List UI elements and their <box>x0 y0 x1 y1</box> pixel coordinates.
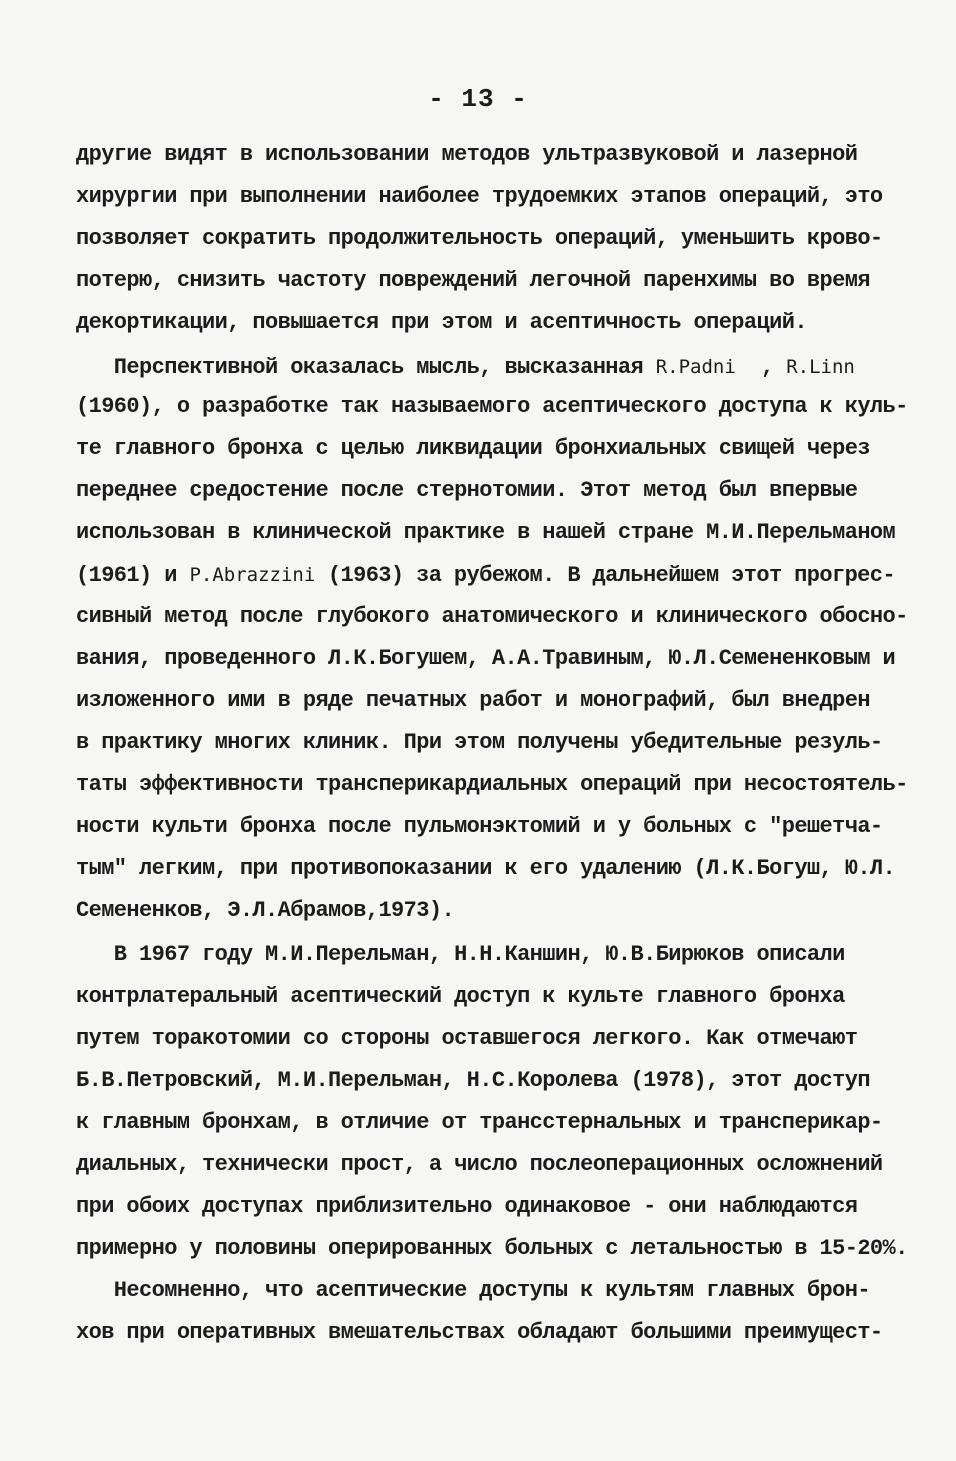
text-line: вания, проведенного Л.К.Богушем, А.А.Травиным, Ю.Л.Семененковым и <box>76 646 896 671</box>
text-line: тым" легким, при противопоказании к его удалению (Л.К.Богуш, Ю.Л. <box>76 856 896 881</box>
text-line-rest: (1963) за рубежом. В дальнейшем этот прогрес- <box>327 563 895 588</box>
text-line: те главного бронха с целью ликвидации бронхиальных свищей через <box>76 436 870 461</box>
author-abrazzini: P.Abrazzini <box>189 564 316 586</box>
text-line: Несомненно, что асептические доступы к культям главных брон- <box>76 1278 870 1303</box>
text-line: при обоих доступах приблизительно одинаковое - они наблюдаются <box>76 1194 858 1219</box>
text-line <box>76 352 855 383</box>
text-line <box>76 560 895 591</box>
text-line: сивный метод после глубокого анатомического и клинического обосно- <box>76 604 908 629</box>
text-line: декортикации, повышается при этом и асептичность операций. <box>76 310 807 335</box>
text-line: хов при оперативных вмешательствах обладают большими преимущест- <box>76 1320 883 1345</box>
author-padni: R.Padni <box>655 356 736 378</box>
text-line: в практику многих клиник. При этом получены убедительные резуль- <box>76 730 883 755</box>
text-line: В 1967 году М.И.Перельман, Н.Н.Каншин, Ю.В.Бирюков описали <box>76 942 845 967</box>
author-linn: R.Linn <box>786 356 855 378</box>
text-line: потерю, снизить частоту повреждений легочной паренхимы во время <box>76 268 870 293</box>
text-line: к главным бронхам, в отличие от трансстернальных и трансперикар- <box>76 1110 883 1135</box>
text-line: контрлатеральный асептический доступ к культе главного бронха <box>76 984 845 1009</box>
text-line: (1960), о разработке так называемого асептического доступа к куль- <box>76 394 908 419</box>
text-line-start: (1961) и <box>76 563 177 588</box>
text-line: использован в клинической практике в нашей стране М.И.Перельманом <box>76 520 896 545</box>
text-line: Б.В.Петровский, М.И.Перельман, Н.С.Королева (1978), этот доступ <box>76 1068 870 1093</box>
text-line: позволяет сократить продолжительность операций, уменьшить крово- <box>76 226 883 251</box>
text-line: Семененков, Э.Л.Абрамов,1973). <box>76 898 455 923</box>
text-line: хирургии при выполнении наиболее трудоемких этапов операций, это <box>76 184 883 209</box>
text-line: другие видят в использовании методов ультразвуковой и лазерной <box>76 142 858 167</box>
text-line: примерно у половины оперированных больных с летальностью в 15-20%. <box>76 1236 908 1261</box>
text-line: таты эффективности трансперикардиальных операций при несостоятель- <box>76 772 908 797</box>
text-line: переднее средостение после стернотомии. Этот метод был впервые <box>76 478 858 503</box>
text-line: путем торакотомии со стороны оставшегося легкого. Как отмечают <box>76 1026 858 1051</box>
text-line: изложенного ими в ряде печатных работ и монографий, был внедрен <box>76 688 870 713</box>
text-line: диальных, технически прост, а число послеоперационных осложнений <box>76 1152 883 1177</box>
text-line: ности культи бронха после пульмонэктомий и у больных с "решетча- <box>76 814 883 839</box>
page-number: - 13 - <box>428 84 528 114</box>
author-separator: , <box>761 355 774 380</box>
text-line-start: Перспективной оказалась мысль, высказанная <box>76 355 644 380</box>
